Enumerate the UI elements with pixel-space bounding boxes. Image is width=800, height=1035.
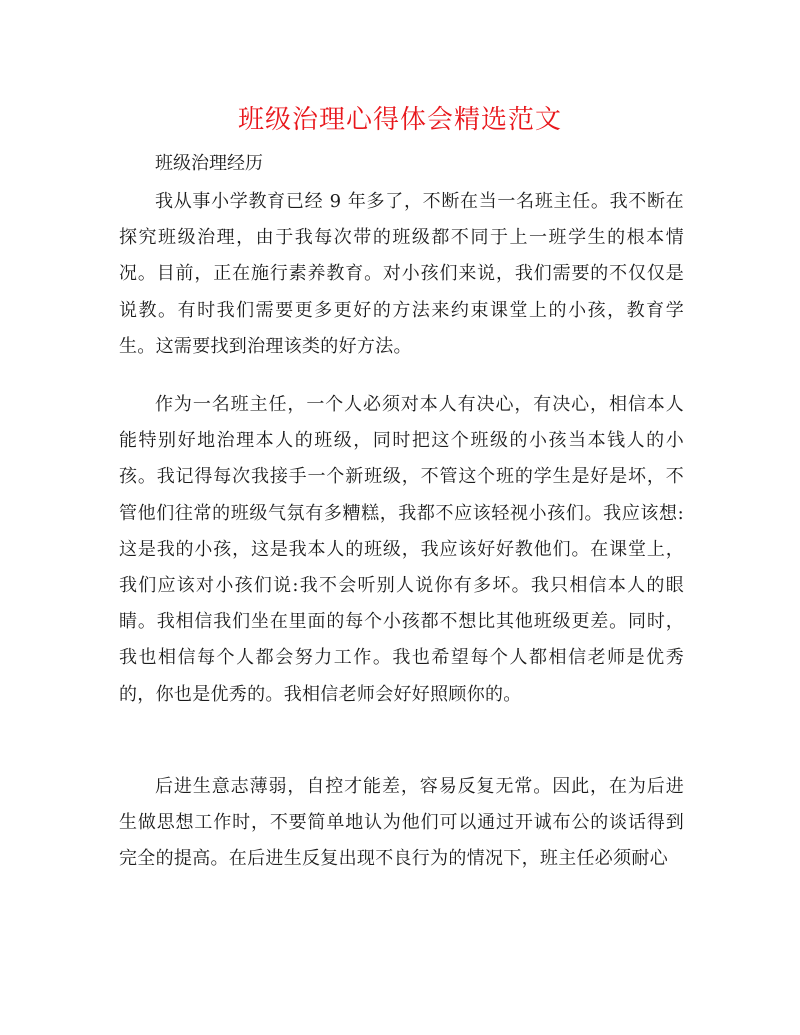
- document-title: 班级治理心得体会精选范文: [237, 105, 562, 135]
- section-heading: 班级治理经历: [155, 153, 263, 174]
- body-paragraph-3: 后进生意志薄弱，自控才能差，容易反复无常。因此，在为后进生做思想工作时，不要简单地认为他们可以通过开诚布公的谈话得到完全的提高。在后进生反复出现不良行为的情况下，班主任必须耐心: [119, 776, 684, 870]
- body-paragraph-1: 我从事小学教育已经 9 年多了，不断在当一名班主任。我不断在探究班级治理，由于我每次带的班级都不同于上一班学生的根本情况。目前，正在施行素养教育。对小孩们来说，我们需要的不仅仅是说教。有时我们需要更多更好的方法来约束课堂上的小孩，教育学生。这需要找到治理该类的好方法。: [119, 191, 684, 357]
- body-paragraph-2: 作为一名班主任，一个人必须对本人有决心，有决心，相信本人能特别好地治理本人的班级，同时把这个班级的小孩当本钱人的小孩。我记得每次我接手一个新班级，不管这个班的学生是好是坏，不管他们往常的班级气氛有多糟糕，我都不应该轻视小孩们。我应该想:这是我的小孩，这是我本人的班级，我应该好好教他们。在课堂上，我们应该对小孩们说:我不会听别人说你有多坏。我只相信本人的眼睛。我相信我们坐在里面的每个小孩都不想比其他班级更差。同时，我也相信每个人都会努力工作。我也希望每个人都相信老师是优秀的，你也是优秀的。我相信老师会好好照顾你的。: [119, 394, 684, 705]
